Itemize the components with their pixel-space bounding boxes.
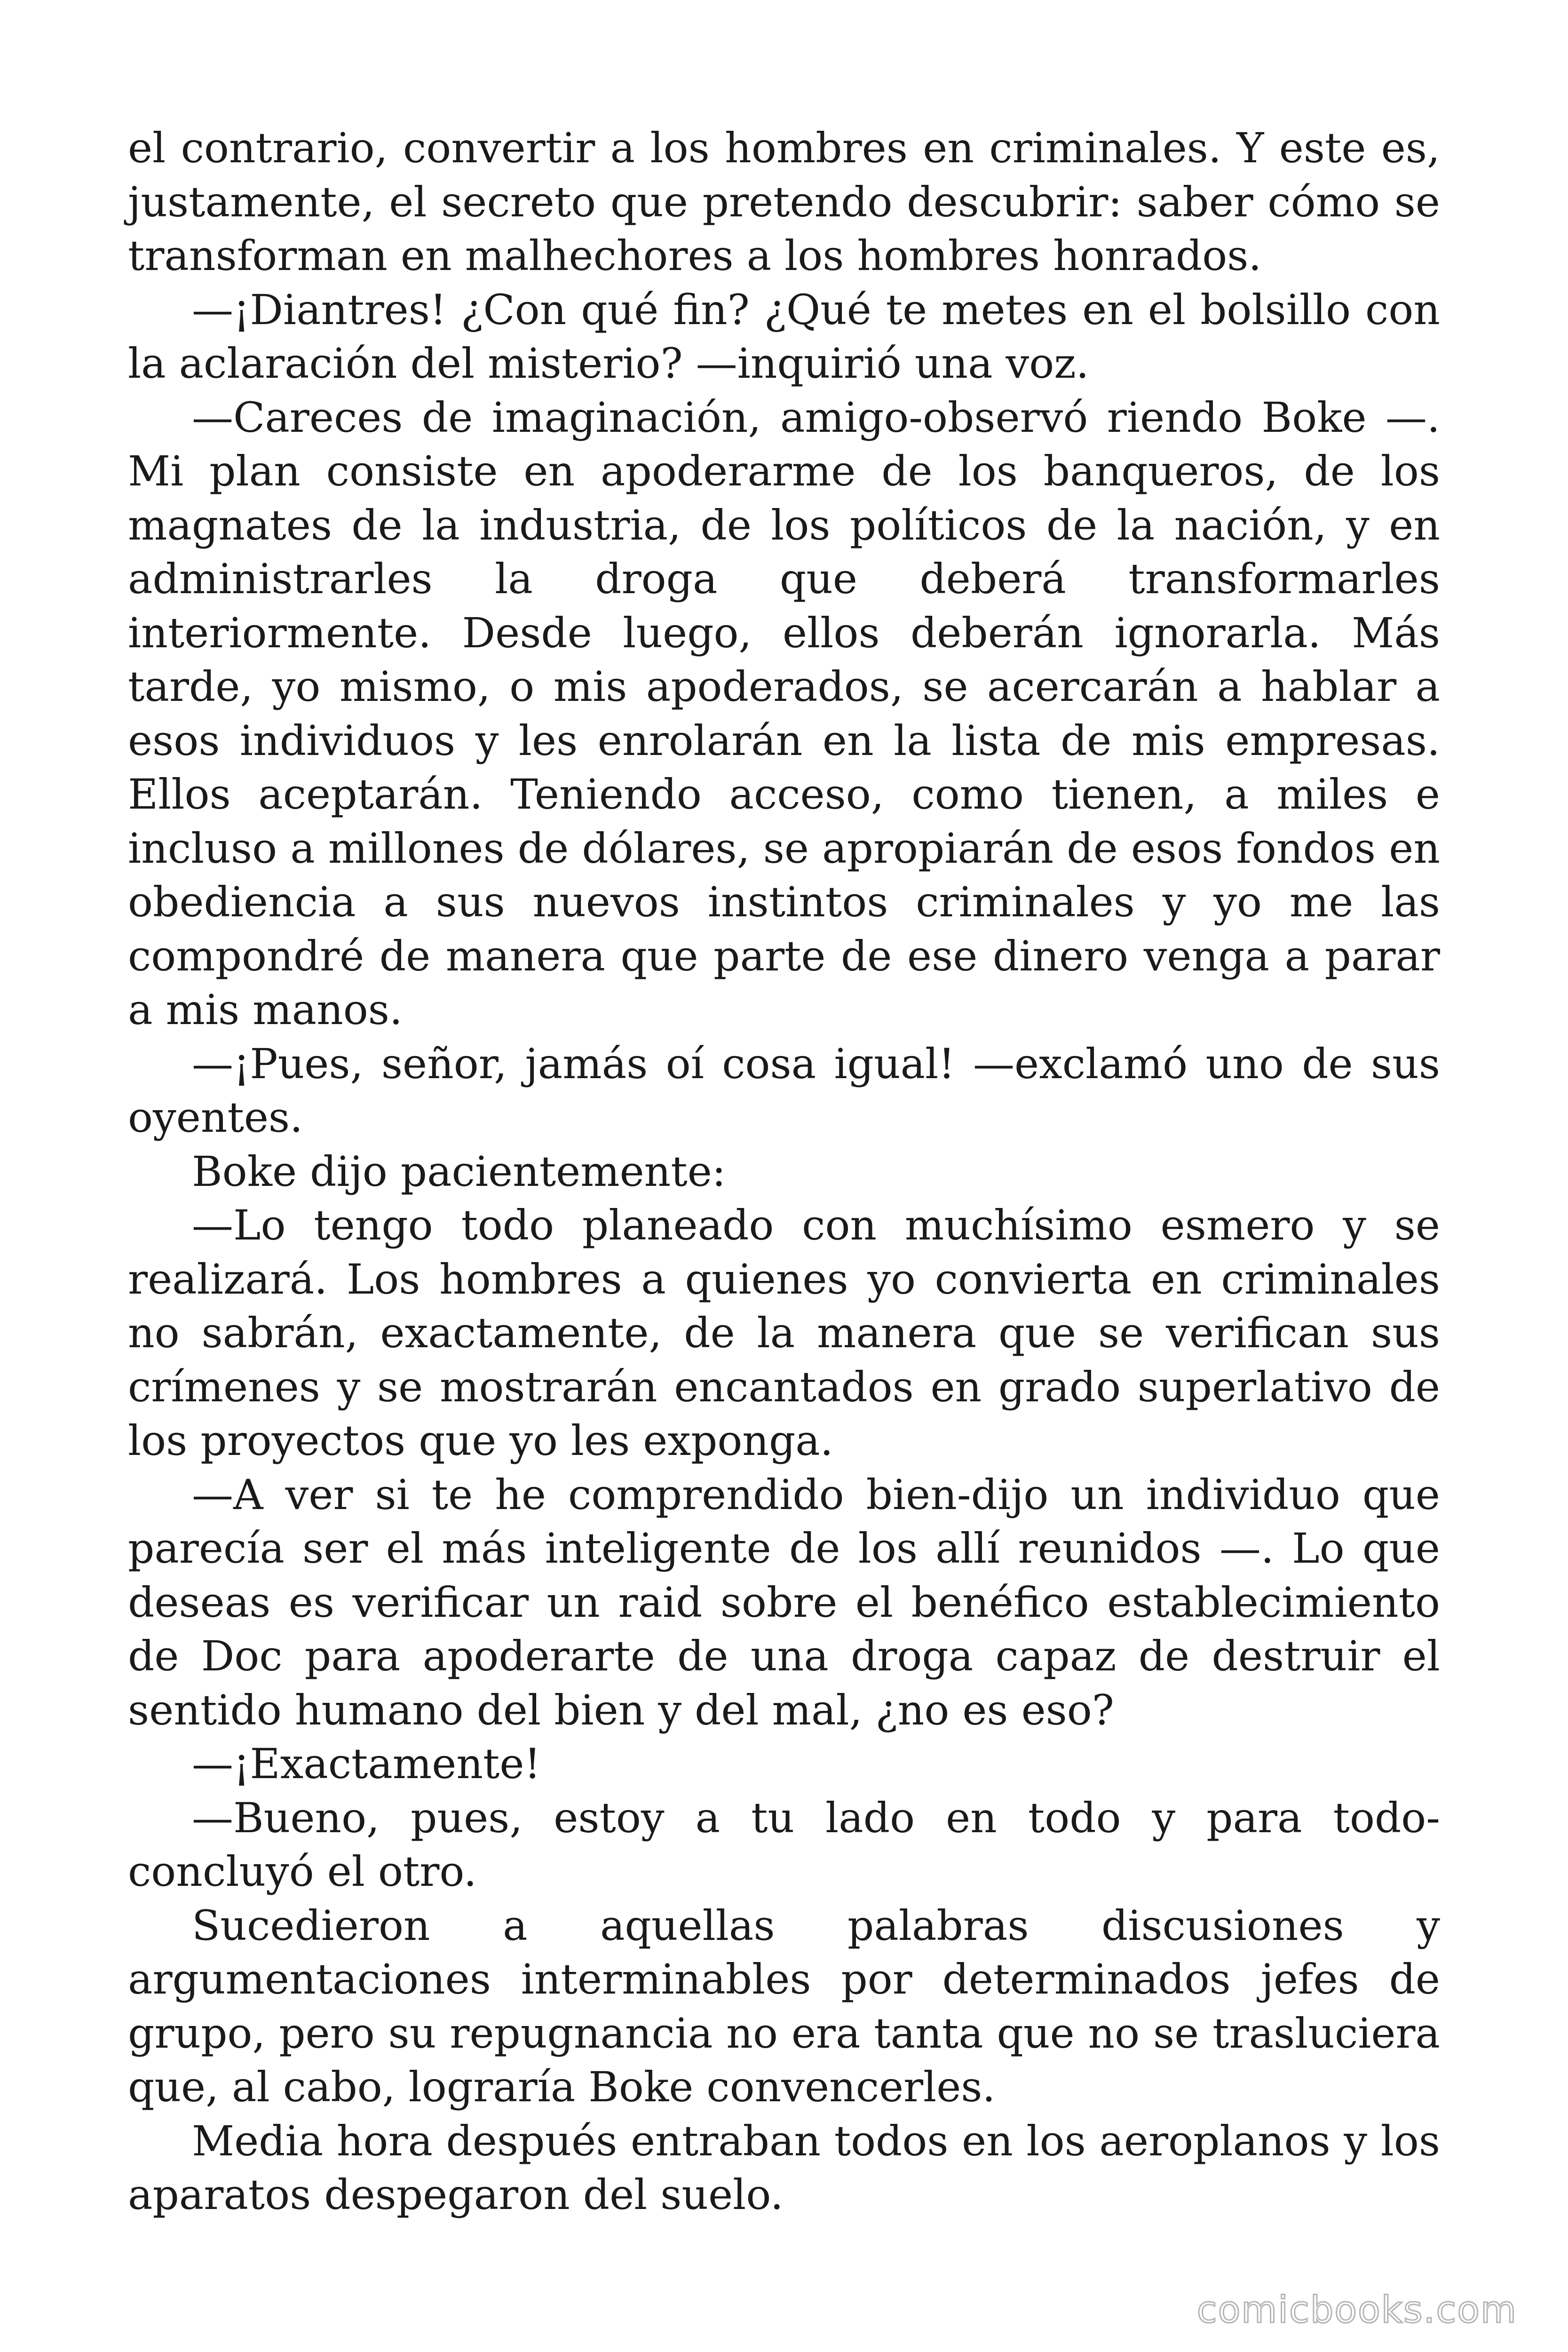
paragraph-dialogue-lo-tengo: —Lo tengo todo planeado con muchísimo esmero y se realizará. Los hombres a quienes yo convierta en criminales no sabrán, exactamente, de la manera que se verifican sus crímenes y se mostrarán encantados en grado superlativo de los proyectos que yo les exponga. [128,1201,1440,1465]
paragraph-dialogue-boke-plan: —Careces de imaginación, amigo-observó riendo Boke —. Mi plan consiste en apoderarme de los banqueros, de los magnates de la industria, de los políticos de la nación, y en administrarles la droga que deberá transformarles interiormente. Desde luego, ellos deberán ignorarla. Más tarde, yo mismo, o mis apoderados, se acercarán a hablar a esos individuos y les enrolarán en la lista de mis empresas. Ellos aceptarán. Teniendo acceso, como tienen, a miles e incluso a millones de dólares, se apropiarán de esos fondos en obediencia a sus nuevos instintos criminales y yo me las compondré de manera que parte de ese dinero venga a parar a mis manos. [128,393,1440,1034]
paragraph-sucedieron: Sucedieron a aquellas palabras discusiones y argumentaciones interminables por determinados jefes de grupo, pero su repugnancia no era tanta que no se trasluciera que, al cabo, lograría Boke convencerles. [128,1901,1440,2111]
paragraph-continuation: el contrario, convertir a los hombres en criminales. Y este es, justamente, el secreto que pretendo descubrir: saber cómo se transforman en malhechores a los hombres honrados. [128,124,1440,280]
paragraph-dialogue-a-ver: —A ver si te he comprendido bien-dijo un individuo que parecía ser el más inteligente de los allí reunidos —. Lo que deseas es verificar un raid sobre el benéfico establecimiento de Doc para apoderarte de una droga capaz de destruir el sentido humano del bien y del mal, ¿no es eso? [128,1470,1440,1734]
paragraph-dialogue-pues-senor: —¡Pues, señor, jamás oí cosa igual! —exclamó uno de sus oyentes. [128,1039,1440,1142]
body-text [128,121,1440,2222]
paragraph-dialogue-bueno-pues: —Bueno, pues, estoy a tu lado en todo y para todo-concluyó el otro. [128,1793,1440,1896]
paragraph-dialogue-exactamente: —¡Exactamente! [192,1740,541,1788]
paragraph-media-hora: Media hora después entraban todos en los aeroplanos y los aparatos despegaron del suelo. [128,2116,1440,2219]
paragraph-dialogue-diantres: —¡Diantres! ¿Con qué fin? ¿Qué te metes en el bolsillo con la aclaración del misterio? —inquirió una voz. [128,285,1440,388]
paragraph-boke-dijo: Boke dijo pacientemente: [192,1147,726,1196]
watermark: comicbooks.com [1196,2289,1517,2331]
